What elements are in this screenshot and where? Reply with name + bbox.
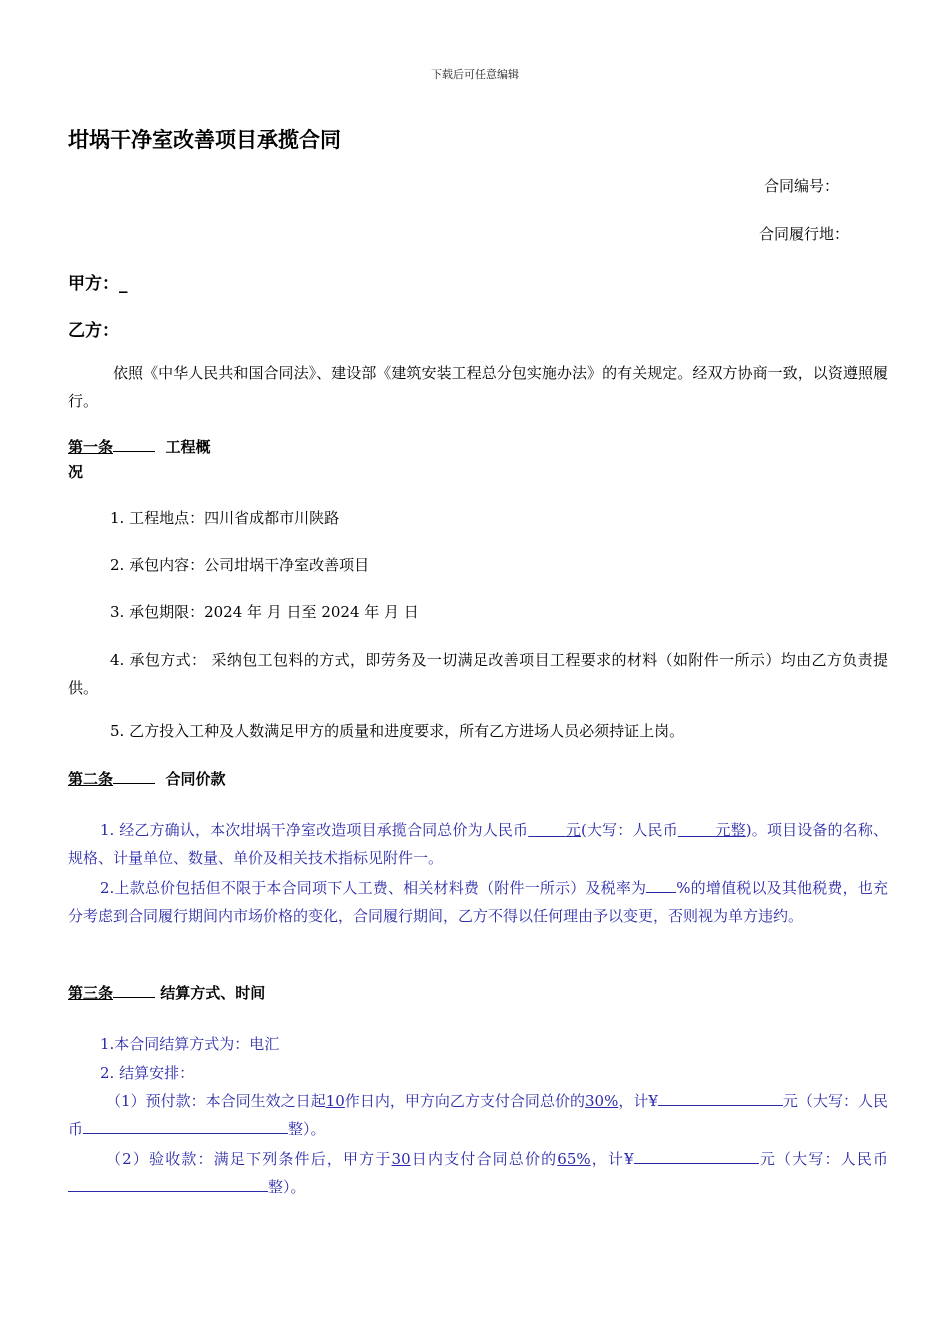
article-2-paragraph-1 (68, 816, 888, 872)
article-3-paragraph-2: 2. 结算安排： (100, 1064, 195, 1082)
article-2-underline-gap (113, 771, 155, 784)
article-1-underline-gap (113, 439, 155, 452)
tax-rate-blank (646, 878, 676, 893)
contract-number-label: 合同编号： (764, 177, 840, 195)
article-3-title: 结算方式、时间 (160, 984, 266, 1002)
article-2-p2-text-b: %的增值税以及其他税费，也充分考虑到合同履行期间内市场价格的变化，合同履行期间，乙方不得以任何理由予以变更，否则视为单方违约。 (68, 879, 888, 925)
party-b-label: 乙方： (68, 321, 119, 341)
article-2-p2-text-a: 2.上款总价包括但不限于本合同项下人工费、相关材料费（附件一所示）及税率为 (100, 879, 647, 897)
article-1-heading (68, 436, 210, 457)
advance-percent: 30% (584, 1092, 619, 1110)
acceptance-percent: 65% (557, 1150, 591, 1168)
total-price-yuan: 元 (565, 821, 581, 839)
article-1-title-b: 况 (68, 463, 84, 481)
article-2-title: 合同价款 (165, 770, 226, 788)
article-3-underline-gap (113, 985, 155, 998)
total-price-words: 元整 (715, 821, 746, 839)
article-1-item-2: 2. 承包内容：公司坩埚干净室改善项目 (110, 556, 370, 574)
article-2-paragraph-2 (68, 874, 888, 930)
article-1-item-5: 5. 乙方投入工种及人数满足甲方的质量和进度要求，所有乙方进场人员必须持证上岗。 (110, 722, 685, 740)
article-2-p1-text-c: (大写：人民币 (580, 821, 678, 839)
article-3-acceptance-payment: （2）验收款：满足下列条件后，甲方于30日内支付合同总价的65%，计¥ 元（大写：人民币整）。 (68, 1145, 888, 1201)
acceptance-days: 30 (391, 1150, 411, 1168)
header-note: 下载后可任意编辑 (431, 68, 519, 81)
article-3-number: 第三条 (68, 984, 114, 1002)
article-3-paragraph-1: 1.本合同结算方式为：电汇 (100, 1035, 280, 1053)
article-2-p1-text-e: )。项目设备的名称、规格、计量单位、数量、单价及相关技术指标见附件一。 (68, 821, 888, 867)
article-2-heading (68, 768, 225, 789)
advance-days: 10 (325, 1092, 345, 1110)
contract-place-label: 合同履行地： (759, 225, 850, 243)
article-3-heading (68, 982, 265, 1003)
article-1-title-a: 工程概 (165, 438, 211, 456)
article-3-advance-payment: （1）预付款：本合同生效之日起10作日内，甲方向乙方支付合同总价的30%，计¥ 元（大写：人民币 整）。 (68, 1092, 888, 1138)
document-title: 坩埚干净室改善项目承揽合同 (68, 128, 341, 152)
article-1-item-1: 1. 工程地点：四川省成都市川陕路 (110, 509, 340, 527)
intro-paragraph: 依照《中华人民共和国合同法》、建设部《建筑安装工程总分包实施办法》的有关规定。经双方协商一致，以资遵照履行。 (68, 364, 888, 410)
article-2-p1-text-a: 1. 经乙方确认，本次坩埚干净室改造项目承揽合同总价为人民币 (100, 821, 529, 839)
article-1-item-4: 4. 承包方式： 采纳包工包料的方式，即劳务及一切满足改善项目工程要求的材料（如附件一所示）均由乙方负责提供。 (68, 651, 888, 697)
acceptance-amount-words-blank (68, 1177, 268, 1192)
advance-amount-words-blank (83, 1119, 288, 1134)
article-2-number: 第二条 (68, 770, 114, 788)
acceptance-amount-blank (634, 1149, 759, 1164)
party-a-label: 甲方：_ (68, 274, 128, 294)
advance-amount-blank (658, 1091, 783, 1106)
article-1-number: 第一条 (68, 438, 114, 456)
article-1-item-3: 3. 承包期限：2024 年 月 日至 2024 年 月 日 (110, 603, 419, 621)
